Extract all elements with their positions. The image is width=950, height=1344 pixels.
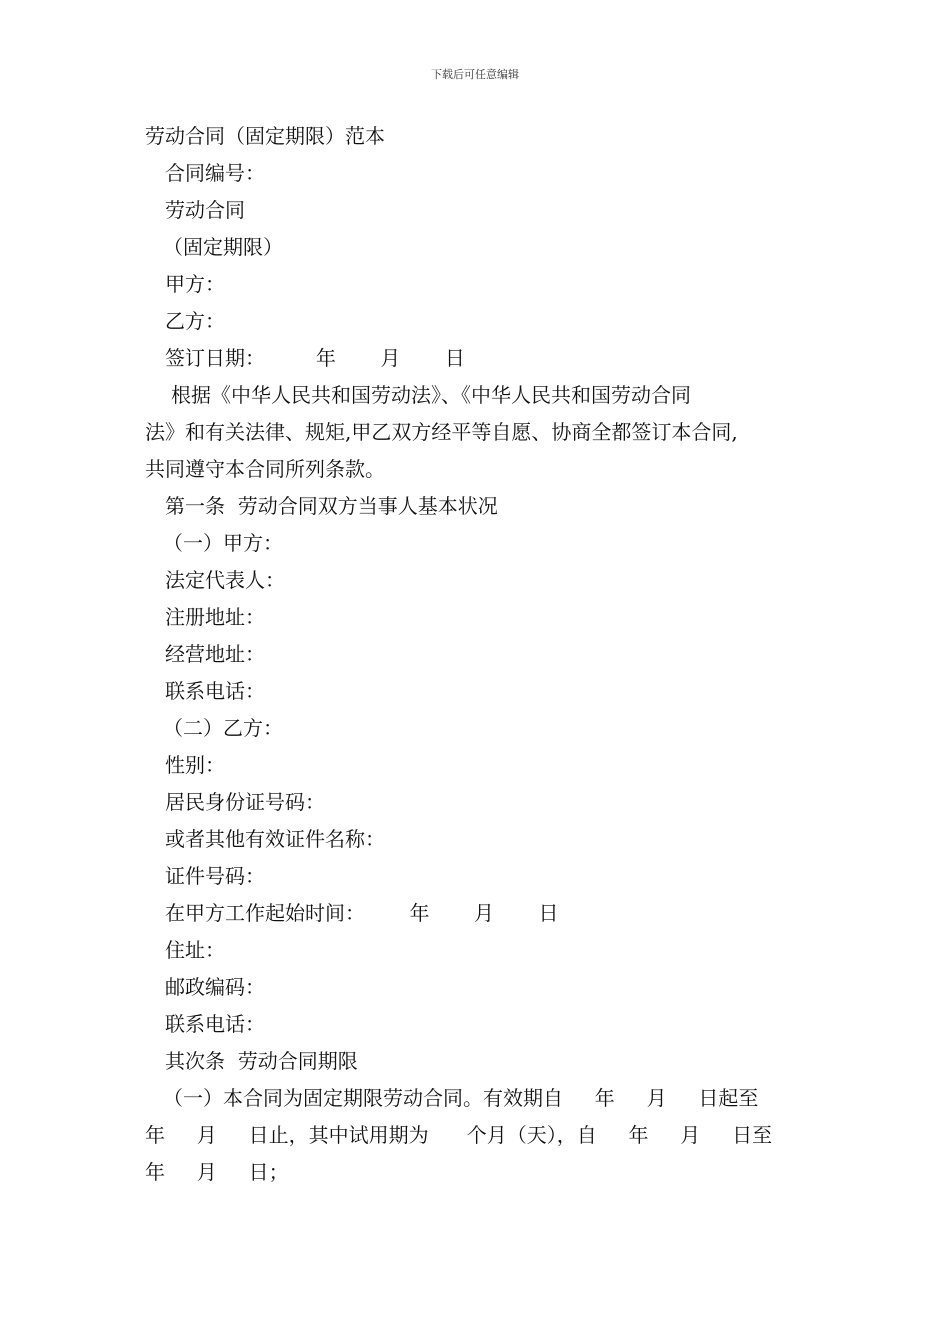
- party-a-field: 经营地址：: [165, 642, 265, 666]
- term-paragraph: [145, 1080, 810, 1191]
- article-2-heading: 其次条 劳动合同期限: [165, 1049, 358, 1073]
- party-a-line: 甲方：: [165, 272, 225, 296]
- party-a-field: 注册地址：: [165, 605, 265, 629]
- party-b-line: 乙方：: [165, 309, 225, 333]
- contract-heading: 劳动合同: [165, 198, 245, 222]
- intro-line: 共同遵守本合同所列条款。: [145, 457, 385, 481]
- intro-line: 根据《中华人民共和国劳动法》、《中华人民共和国劳动合同: [171, 383, 691, 407]
- party-b-field: 邮政编码：: [165, 975, 265, 999]
- article-1-heading: 第一条 劳动合同双方当事人基本状况: [165, 494, 498, 518]
- signing-date-line: 签订日期： 年 月 日: [165, 346, 465, 370]
- party-b-field: 联系电话：: [165, 1012, 265, 1036]
- party-b-field: 或者其他有效证件名称：: [165, 827, 385, 851]
- term-line: 年 月 日；: [145, 1160, 289, 1184]
- party-b-label: （二）乙方：: [163, 716, 283, 740]
- document-body: [145, 118, 810, 1191]
- term-line: 年 月 日止，其中试用期为 个月（天），自 年 月 日至: [145, 1123, 773, 1147]
- contract-subheading: （固定期限）: [163, 235, 283, 259]
- party-b-field: 证件号码：: [165, 864, 265, 888]
- header-note: 下载后可任意编辑: [431, 68, 519, 81]
- party-a-label: （一）甲方：: [163, 531, 283, 555]
- party-b-field: 居民身份证号码：: [165, 790, 325, 814]
- party-a-field: 联系电话：: [165, 679, 265, 703]
- intro-paragraph: [145, 377, 810, 488]
- intro-line: 法》和有关法律、规矩,甲乙双方经平等自愿、协商全都签订本合同,: [145, 420, 738, 444]
- term-line: （一）本合同为固定期限劳动合同。有效期自 年 月 日起至: [163, 1086, 759, 1110]
- party-b-field: 性别：: [165, 753, 225, 777]
- document-title: 劳动合同（固定期限）范本: [145, 124, 385, 148]
- party-b-field: 住址：: [165, 938, 225, 962]
- party-a-field: 法定代表人：: [165, 568, 285, 592]
- contract-number-line: 合同编号：: [165, 161, 265, 185]
- party-b-field: 在甲方工作起始时间： 年 月 日: [165, 901, 559, 925]
